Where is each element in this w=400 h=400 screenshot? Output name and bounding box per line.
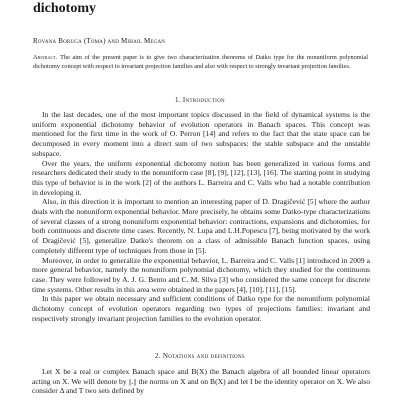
paragraph: Over the years, the uniform exponential dichotomy notion has been generalized in various forms and researchers dedicated their study to the nonuniform case [8], [9], [12], [13], [16]. The starting point in studying this type of behavior is in the work [2] of the authors L. Barreira and C. Valls who had a notable contribution in developing it. xyxy=(32,158,370,197)
introduction-body xyxy=(32,110,370,345)
section-heading-introduction: 1. Introduction xyxy=(175,96,225,104)
author-2: Mihail Megan xyxy=(120,37,166,45)
paragraph: Moreover, in order to generalize the exponential behavior, L. Barreira and C. Valls [1] introduced in 2009 a more general behavior, namely the nonuniform polynomial dichotomy, which they studied for the continuous case. They were followed by A. J. G. Bento and C. M. Silva [3] who considered the same concept for discrete time systems. Other results in this area were obtained in the papers [4], [10], [11], [15]. xyxy=(32,255,370,294)
abstract xyxy=(33,54,368,71)
paragraph: In this paper we obtain necessary and sufficient conditions of Datko type for the nonuniform polynomial dichotomy concept of evolution operators regarding two types of projections families: invariant and respectively strongly invariant projection families to the evolution operator. xyxy=(32,294,370,323)
notations-body xyxy=(32,367,370,400)
paragraph: Also, in this direction it is important to mention an interesting paper of D. Dragičević [5] where the author deals with the nonuniform exponential behavior. More precisely, he obtains some Datko-type characterizations of several classes of a strong nonuniform exponential behavior: contractions, expansions and dichotomies, for both continuous and discrete time cases. Recently, N. Lupa and L.H.Popescu [7], being motivated by the work of Dragičević [5], generalize Datko's theorem on a class of admissible Banach function spaces, using completely different type of techniques from those in [5]. xyxy=(32,197,370,255)
paper-title-main: dichotomy xyxy=(33,1,96,16)
author-conjunction: and xyxy=(107,37,120,45)
paragraph: Let X be a real or complex Banach space and B(X) the Banach algebra of all bounded linear operators acting on X. We will denote by ||.|| the norms on X and on B(X) and let I be the identity operator on X. We also consider Δ and T two sets defined by xyxy=(32,367,370,396)
author-line xyxy=(33,37,165,45)
abstract-label: Abstract. xyxy=(33,54,58,61)
author-1: Rovana Boruga (Toma) xyxy=(33,37,106,45)
paragraph: In the last decades, one of the most important topics discussed in the field of dynamical systems is the uniform exponential dichotomy behavior of evolution operators in Banach spaces. This concept was mentioned for the first time in the work of O. Perron [14] and refers to the fact that the state space can be decomposed in every moment into a direct sum of two subspaces: the stable subspace and the unstable subspace. xyxy=(32,110,370,158)
section-heading-notations: 2. Notations and definitions xyxy=(155,352,245,360)
abstract-text: The aim of the present paper is to give two characterization theorems of Datko type for the nonuniform polynomial dichotomy concept with respect to invariant projection families and also with respect to strongly invariant projection families. xyxy=(33,54,368,70)
